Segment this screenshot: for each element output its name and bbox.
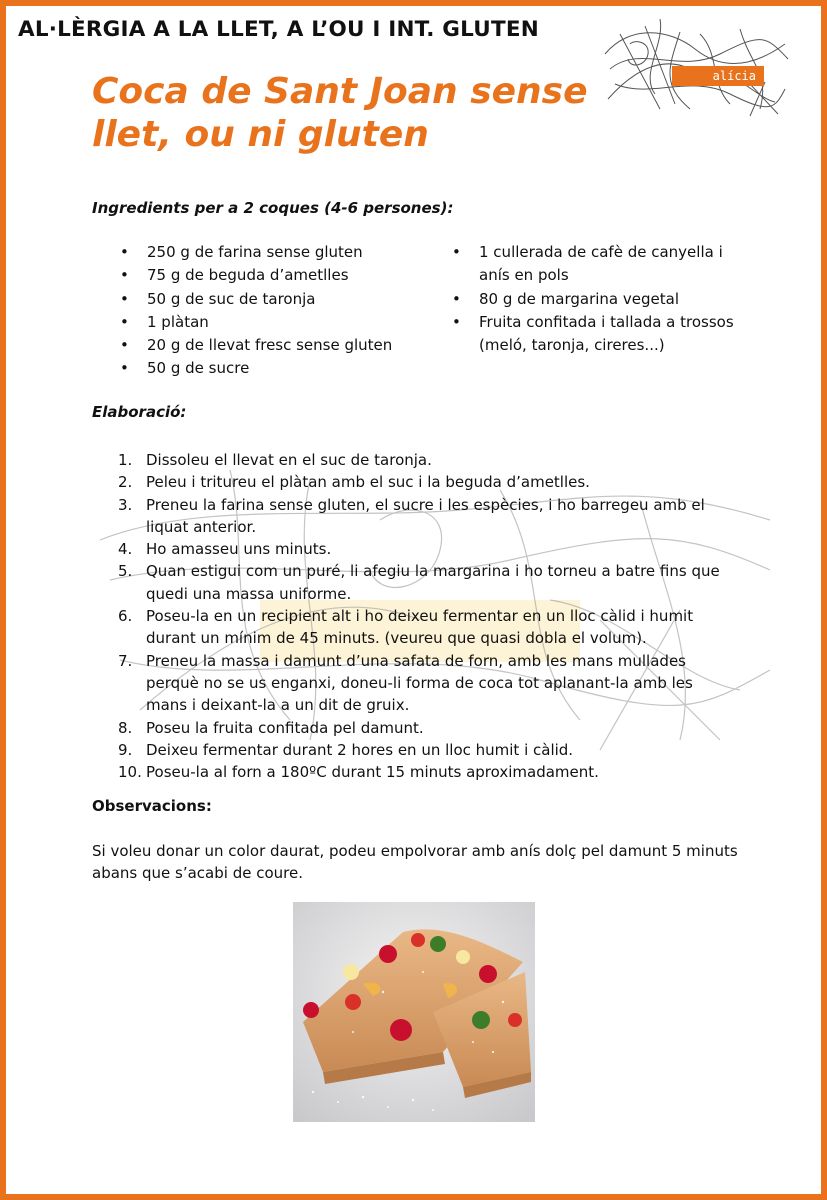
step-number: 6. xyxy=(118,607,133,626)
step-item xyxy=(118,761,738,783)
step-text: Poseu-la en un recipient alt i ho deixeu fermentar en un lloc càlid i humit durant un mínim de 45 minuts. (veureu que quasi dobla el volum). xyxy=(146,607,694,648)
ingredient-item: • 20 g de llevat fresc sense gluten xyxy=(120,334,440,357)
step-number: 8. xyxy=(118,718,133,737)
recipe-title xyxy=(92,70,612,156)
ingredients-label: Ingredients per a 2 coques (4-6 persones): xyxy=(92,199,454,217)
step-number: 1. xyxy=(118,451,133,469)
step-text: Deixeu fermentar durant 2 hores en un lloc humit i càlid. xyxy=(146,740,574,759)
alicia-logo-label: alícia xyxy=(672,66,764,86)
allergy-header: AL·LÈRGIA A LA LLET, A L’OU I INT. GLUTEN xyxy=(18,17,539,42)
ingredient-item: • 1 plàtan xyxy=(120,311,440,334)
step-number: 7. xyxy=(118,651,133,670)
ingredient-item: • 50 g de suc de taronja xyxy=(120,288,440,311)
step-number: 2. xyxy=(118,473,133,492)
step-item xyxy=(118,717,738,739)
ingredients-list-left xyxy=(120,241,440,381)
step-item xyxy=(118,560,738,605)
ingredient-item: • 75 g de beguda d’ametlles xyxy=(120,264,440,287)
ingredients-list-right xyxy=(452,241,752,357)
step-item xyxy=(118,494,738,539)
ingredient-item: • Fruita confitada i tallada a trossos (meló, taronja, cireres...) xyxy=(452,311,752,358)
step-text: Dissoleu el llevat en el suc de taronja. xyxy=(146,451,432,469)
step-text: Preneu la farina sense gluten, el sucre i les espècies, i ho barregeu amb el liquat anterior. xyxy=(146,495,705,536)
elaboration-label: Elaboració: xyxy=(92,403,187,421)
ingredient-item: • 80 g de margarina vegetal xyxy=(452,288,752,311)
ingredient-item: • 1 cullerada de cafè de canyella i anís en pols xyxy=(452,241,752,288)
recipe-title-line-1: Coca de Sant Joan sense xyxy=(92,71,588,112)
step-number: 3. xyxy=(118,495,133,514)
step-number: 4. xyxy=(118,540,133,559)
observations-label: Observacions: xyxy=(92,797,212,815)
step-number: 9. xyxy=(118,740,133,759)
step-item xyxy=(118,471,738,493)
step-item xyxy=(118,650,738,717)
ingredient-item: • 250 g de farina sense gluten xyxy=(120,241,440,264)
step-text: Preneu la massa i damunt d’una safata de forn, amb les mans mullades perquè no se us enganxi, doneu-li forma de coca tot aplanant-la amb les mans i deixant-la a un dit de gruix. xyxy=(146,651,693,715)
step-text: Quan estigui com un puré, li afegiu la margarina i ho torneu a batre fins que quedi una massa uniforme. xyxy=(146,562,720,603)
step-text: Poseu-la al forn a 180ºC durant 15 minuts aproximadament. xyxy=(146,763,599,782)
step-text: Ho amasseu uns minuts. xyxy=(146,540,332,559)
observations-text: Si voleu donar un color daurat, podeu empolvorar amb anís dolç pel damunt 5 minuts abans que s’acabi de coure. xyxy=(92,842,738,883)
step-text: Poseu la fruita confitada pel damunt. xyxy=(146,718,424,737)
step-item xyxy=(118,605,738,650)
step-number: 10. xyxy=(118,763,142,782)
step-item xyxy=(118,449,738,471)
step-item xyxy=(118,538,738,560)
step-number: 5. xyxy=(118,562,133,581)
recipe-title-line-2: llet, ou ni gluten xyxy=(92,114,429,155)
ingredient-item: • 50 g de sucre xyxy=(120,357,440,380)
step-item xyxy=(118,739,738,761)
elaboration-steps xyxy=(118,449,738,783)
coca-photo xyxy=(293,902,535,1122)
step-text: Peleu i tritureu el plàtan amb el suc i la beguda d’ametlles. xyxy=(146,473,590,492)
